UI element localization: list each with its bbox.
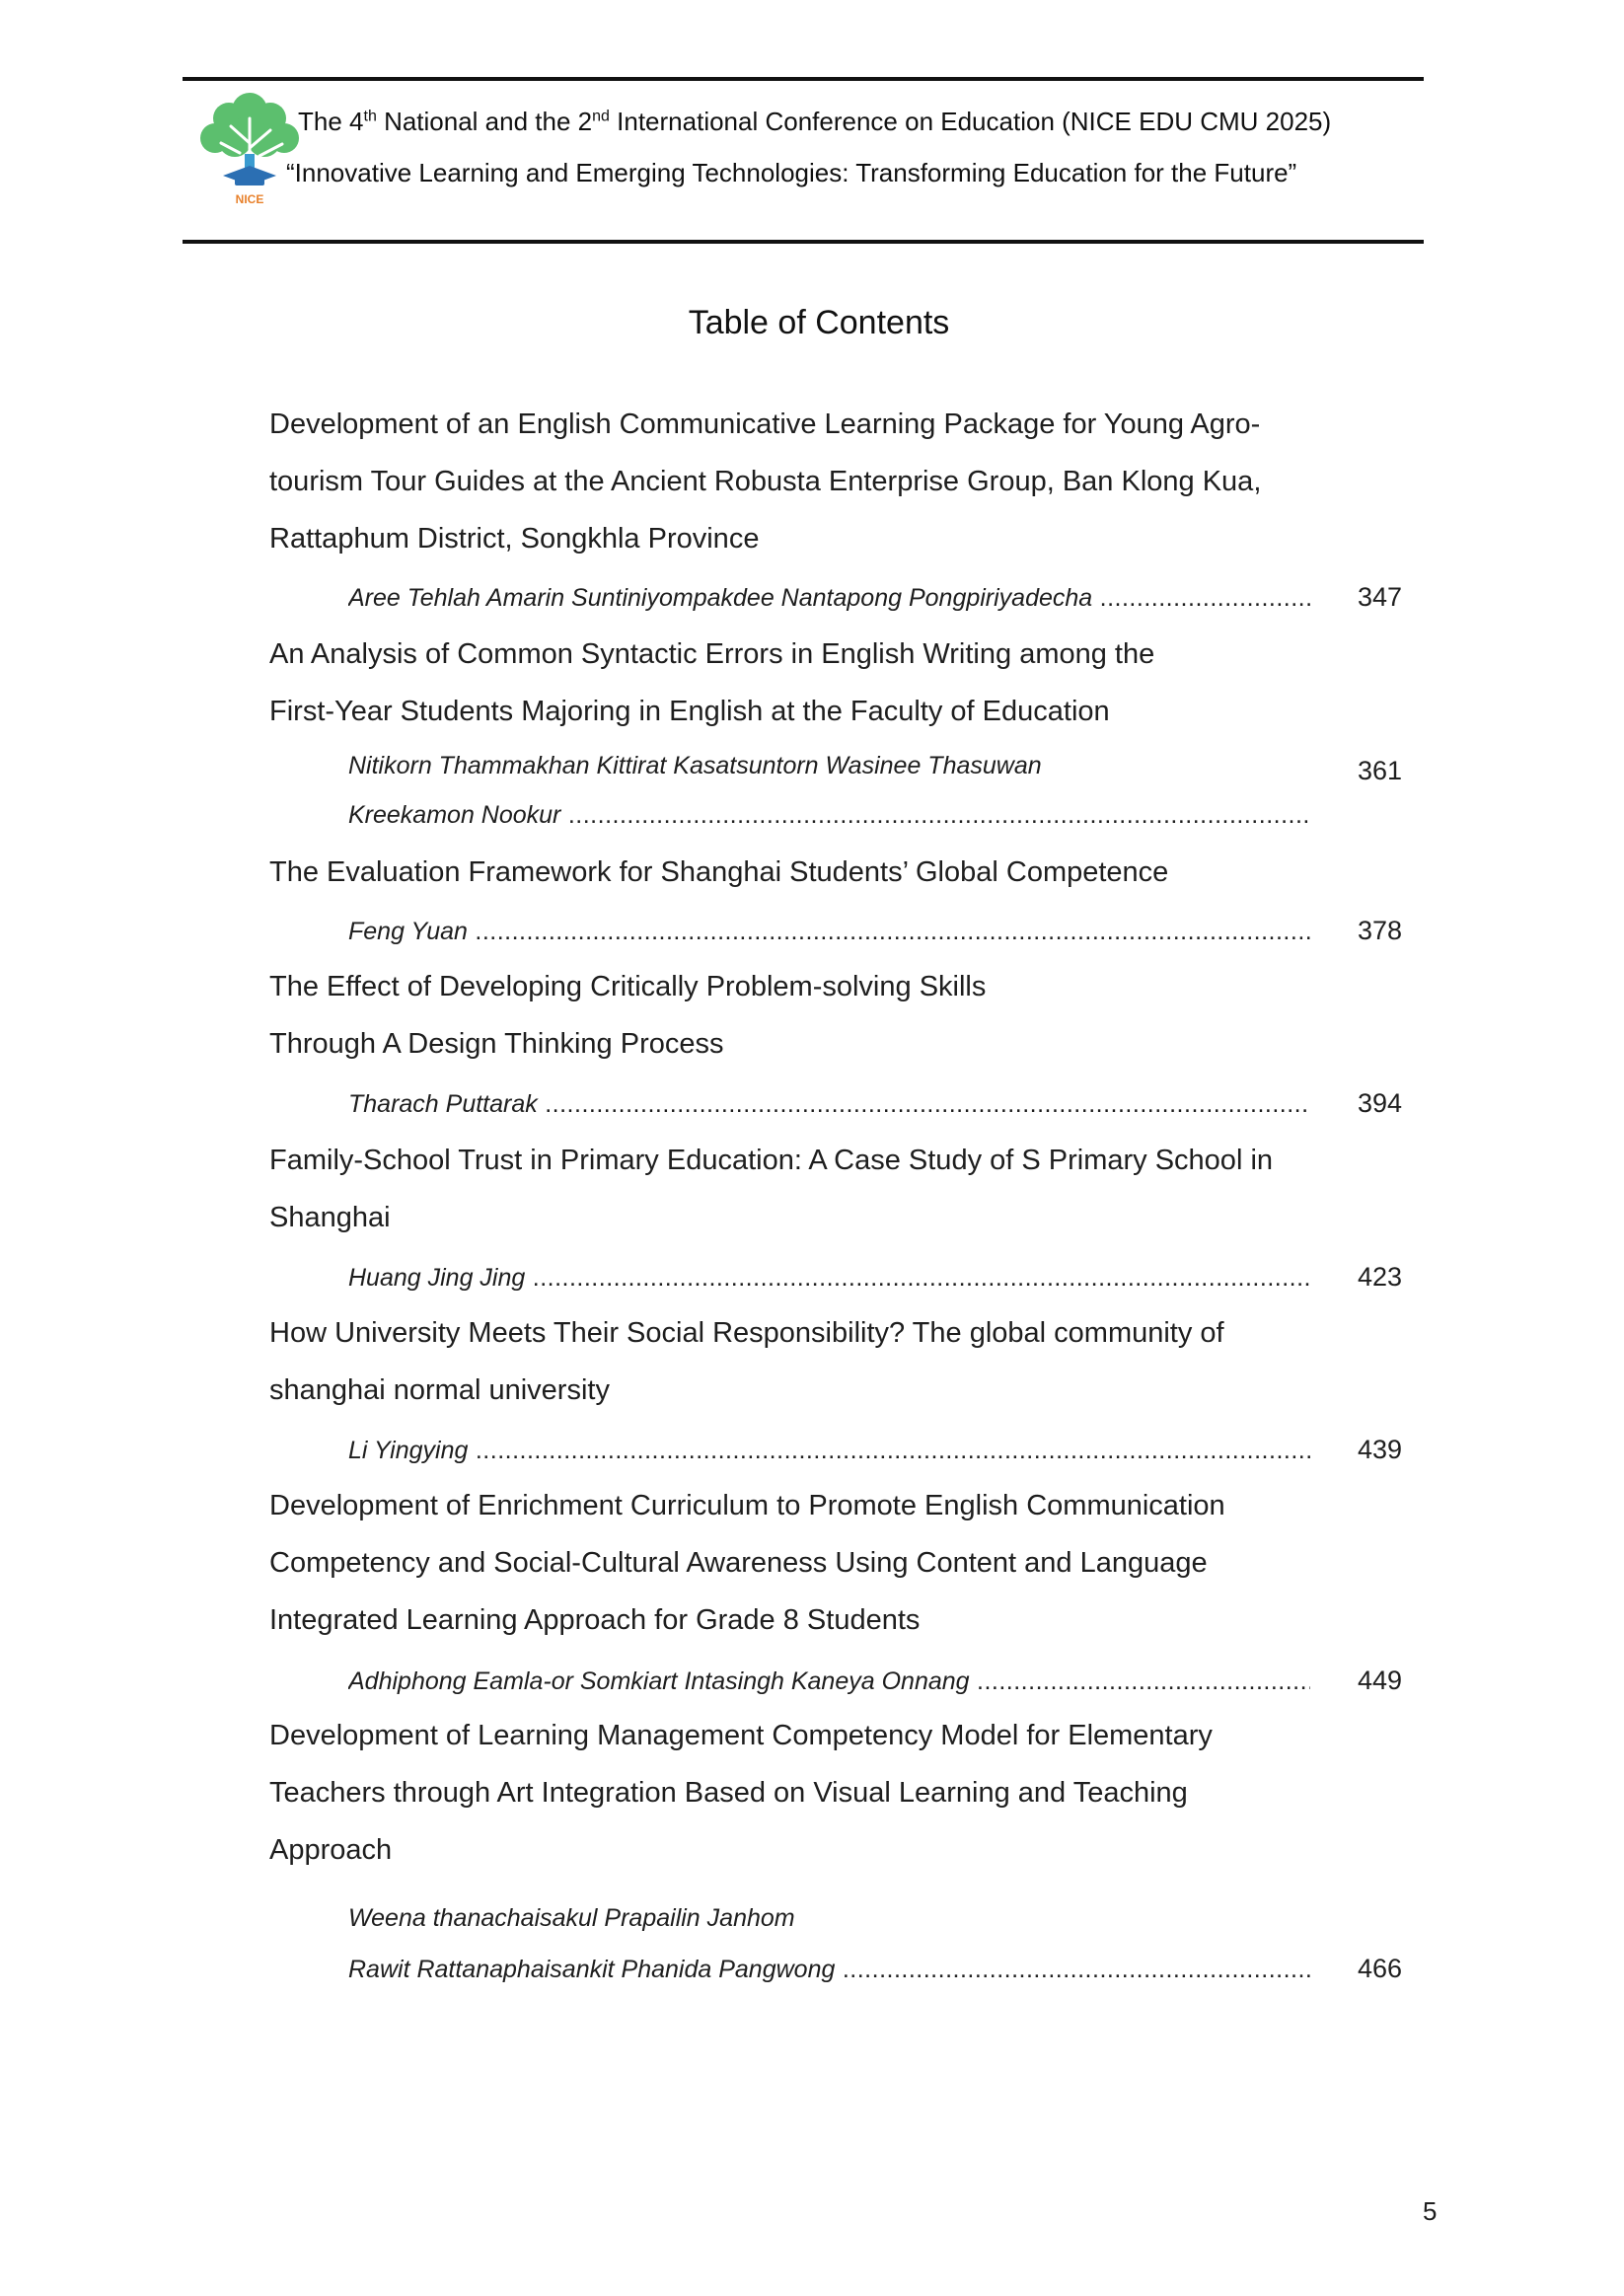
toc-entry-page-number: 347 <box>1358 582 1403 612</box>
page-title: Table of Contents <box>688 304 950 341</box>
toc-entry-authors: Tharach Puttarak ..... <box>348 1090 1310 1119</box>
toc-entry-authors: Feng Yuan ..... <box>348 918 1310 946</box>
toc-entry-authors: Adhiphong Eamla-or Somkiart Intasingh Kaneya Onnang ..... <box>348 1667 1310 1696</box>
toc-entry-page-number: 423 <box>1358 1262 1403 1292</box>
toc-entry-title: Teachers through Art Integration Based on Visual Learning and Teaching <box>269 1777 1188 1809</box>
toc-entry-title: Through A Design Thinking Process <box>269 1028 724 1060</box>
toc-entry-authors: Weena thanachaisakul Prapailin Janhom <box>348 1904 795 1932</box>
toc-entry-title: Approach <box>269 1834 393 1866</box>
toc-entry-title: First-Year Students Majoring in English at the Faculty of Education <box>269 696 1110 727</box>
toc-entry-title: An Analysis of Common Syntactic Errors in English Writing among the <box>269 638 1155 670</box>
toc-entry-page-number: 449 <box>1358 1666 1403 1695</box>
toc-entry-title: Family-School Trust in Primary Education: A Case Study of S Primary School in <box>269 1145 1274 1176</box>
header-bottom-rule <box>183 240 1424 244</box>
logo-text: NICE <box>235 192 264 206</box>
toc-entry-title: Development of Enrichment Curriculum to Promote English Communication <box>269 1490 1225 1521</box>
toc-entry-page-number: 439 <box>1358 1435 1403 1464</box>
page-number: 5 <box>1423 2196 1438 2226</box>
conference-logo-icon <box>195 89 304 209</box>
toc-entry-title: Development of an English Communicative Learning Package for Young Agro- <box>269 408 1261 440</box>
header-top-rule <box>183 77 1424 81</box>
toc-entry-title: tourism Tour Guides at the Ancient Robusta Enterprise Group, Ban Klong Kua, <box>269 466 1262 497</box>
toc-entry-page-number: 466 <box>1358 1954 1403 1983</box>
toc-entry-title: The Effect of Developing Critically Problem-solving Skills <box>269 971 987 1002</box>
toc-entry-title: Rattaphum District, Songkhla Province <box>269 523 760 555</box>
toc-entry-authors: Rawit Rattanaphaisankit Phanida Pangwong ..... <box>348 1956 1310 1984</box>
toc-entry-title: How University Meets Their Social Responsibility? The global community of <box>269 1317 1224 1349</box>
toc-entry-page-number: 394 <box>1358 1088 1403 1118</box>
toc-entry-title: Integrated Learning Approach for Grade 8 Students <box>269 1604 921 1636</box>
toc-entry-authors: Nitikorn Thammakhan Kittirat Kasatsuntorn Wasinee Thasuwan <box>348 752 1042 779</box>
toc-entry-authors: Huang Jing Jing ..... <box>348 1264 1310 1293</box>
toc-entry-authors: Aree Tehlah Amarin Suntiniyompakdee Nantapong Pongpiriyadecha ..... <box>348 584 1310 613</box>
toc-entry-title: Shanghai <box>269 1202 391 1233</box>
toc-entry-title: The Evaluation Framework for Shanghai Students’ Global Competence <box>269 856 1169 888</box>
toc-entry-title: Development of Learning Management Competency Model for Elementary <box>269 1720 1213 1751</box>
toc-entry-authors: Kreekamon Nookur ..... <box>348 801 1310 830</box>
toc-entry-authors: Li Yingying ..... <box>348 1437 1310 1465</box>
toc-entry-page-number: 361 <box>1358 756 1403 785</box>
conference-theme: “Innovative Learning and Emerging Technologies: Transforming Education for the Future” <box>286 158 1297 187</box>
toc-entry-title: Competency and Social-Cultural Awareness Using Content and Language <box>269 1547 1208 1579</box>
toc-entry-title: shanghai normal university <box>269 1374 610 1406</box>
conference-title: The 4th National and the 2nd International Conference on Education (NICE EDU CMU 2025) <box>298 107 1332 136</box>
toc-entry-page-number: 378 <box>1358 916 1403 945</box>
